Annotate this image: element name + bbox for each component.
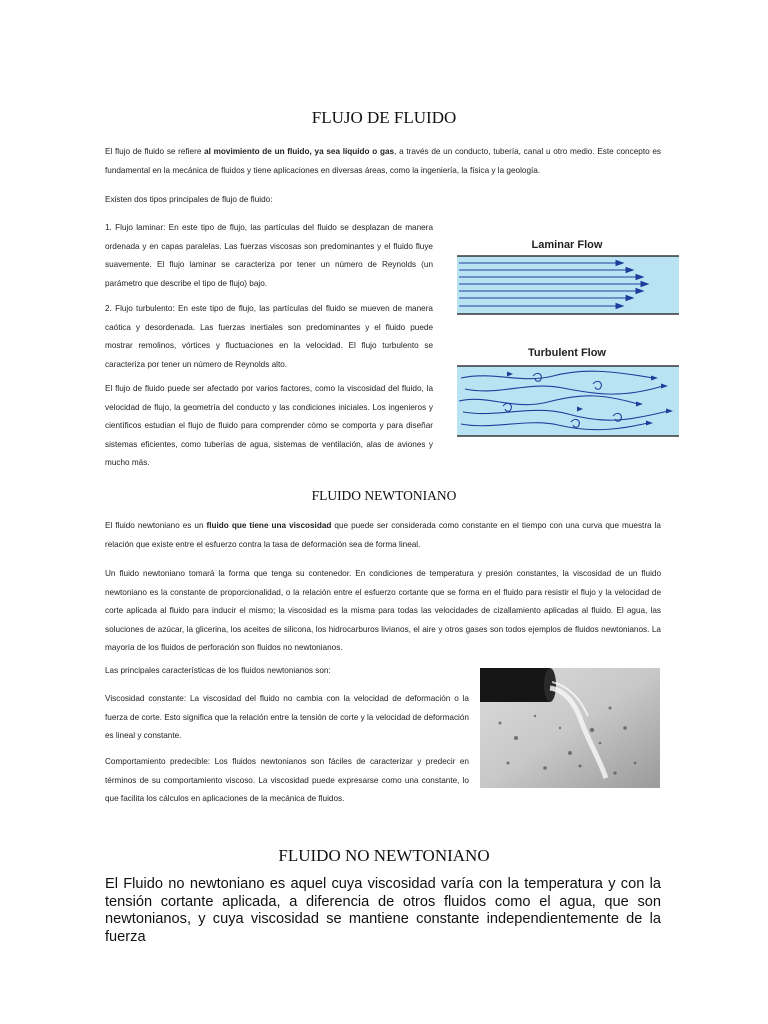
laminar-paragraph: 1. Flujo laminar: En este tipo de flujo, las partículas del fluido se desplazan de manera ordenada y en capas paralelas. Las fuerzas viscosas son predominantes y el fluido fluye suavemente. El flujo laminar se caracteriza por tener un número de Reynolds (un parámetro que describe el tipo de flujo) bajo. [105, 223, 433, 288]
intro-text-end: , a través de un conducto, tubería, canal u otro medio. Este concepto es fundamental en la mecánica de fluidos y tiene aplicaciones en diversas áreas, como la ingeniería, la física y la geología. [105, 147, 662, 175]
intro-bold-text: al movimiento de un fluido, ya sea líquido o gas [204, 147, 395, 156]
characteristics-intro: Las principales características de los fluidos newtonianos son: [105, 666, 331, 675]
turbulent-flow-label: Turbulent Flow [527, 347, 607, 359]
types-intro: Existen dos tipos principales de flujo de fluido: [105, 195, 273, 204]
intro-text: El flujo de fluido se refiere [105, 147, 205, 156]
page-title: FLUJO DE FLUIDO [311, 108, 457, 127]
characteristic-constant-viscosity: Viscosidad constante: La viscosidad del fluido no cambia con la velocidad de deformación o la fuerza de corte. Esto significa que la relación entre la tensión de corte y la velocidad de deformación es lineal y constante. [105, 694, 469, 740]
newtonian-paragraph: Un fluido newtoniano tomará la forma que tenga su contenedor. En condiciones de temperatura y presión constantes, la viscosidad de un fluido newtoniano es la constante de proporcionalidad, o la relación entre el esfuerzo cortante que se forma en el fluido para resistir el flujo y la velocidad de corte aplicada al fluido para inducir el mismo; la viscosidad es la misma para todas las velocidades de cizallamiento aplicadas al fluido. El agua, las soluciones de azúcar, la glicerina, los aceites de silicona, los hidrocarburos livianos, el aire y otros gases son todos ejemplos de fluidos newtonianos. La mayoría de los fluidos de perforación son fluidos no newtonianos. [105, 569, 661, 652]
newtonian-title: FLUIDO NEWTONIANO [311, 488, 457, 503]
newtonian-def-text-end: que puede ser considerada como constante en el tiempo con una curva que muestra la relación que existe entre el esfuerzo contra la tasa de deformación sea de forma lineal. [105, 521, 661, 549]
non-newtonian-paragraph: El Fluido no newtoniano es aquel cuya viscosidad varía con la temperatura y con la tensión cortante aplicada, a diferencia de otros fluidos como el agua, que son newtonianos, y cuya viscosidad se mantiene constante independientemente de la fuerza [105, 876, 661, 945]
water-pouring-image [480, 668, 660, 788]
non-newtonian-title: FLUIDO NO NEWTONIANO [278, 846, 490, 865]
newtonian-definition [105, 517, 661, 554]
characteristic-predictable-behavior: Comportamiento predecible: Los fluidos newtonianos son fáciles de caracterizar y predecir en términos de su comportamiento viscoso. La viscosidad puede expresarse como una constante, lo que facilita los cálculos en aplicaciones de la mecánica de fluidos. [105, 757, 469, 803]
newtonian-def-text: El fluido newtoniano es un [105, 521, 207, 530]
factors-paragraph: El flujo de fluido puede ser afectado por varios factores, como la viscosidad del fluido, la velocidad de flujo, la geometría del conducto y las condiciones iniciales. Los ingenieros y científicos estudian el flujo de fluido para comprender cómo se comporta y para diseñar sistemas eficientes, como tuberías de agua, sistemas de ventilación, alas de aviones y mucho más. [105, 384, 433, 467]
intro-paragraph [105, 143, 661, 180]
turbulent-paragraph: 2. Flujo turbulento: En este tipo de flujo, las partículas del fluido se mueven de manera caótica y desordenada. Las fuerzas inertiales son predominantes y el fluido puede mostrar remolinos, vórtices y fluctuaciones en la velocidad. El flujo turbulento se caracteriza por tener un número de Reynolds alto. [105, 304, 433, 369]
turbulent-pipe [457, 366, 679, 436]
laminar-flow-label: Laminar Flow [531, 239, 603, 251]
flow-figure [453, 226, 681, 440]
newtonian-def-bold: fluido que tiene una viscosidad [206, 521, 332, 530]
laminar-pipe [457, 256, 679, 314]
